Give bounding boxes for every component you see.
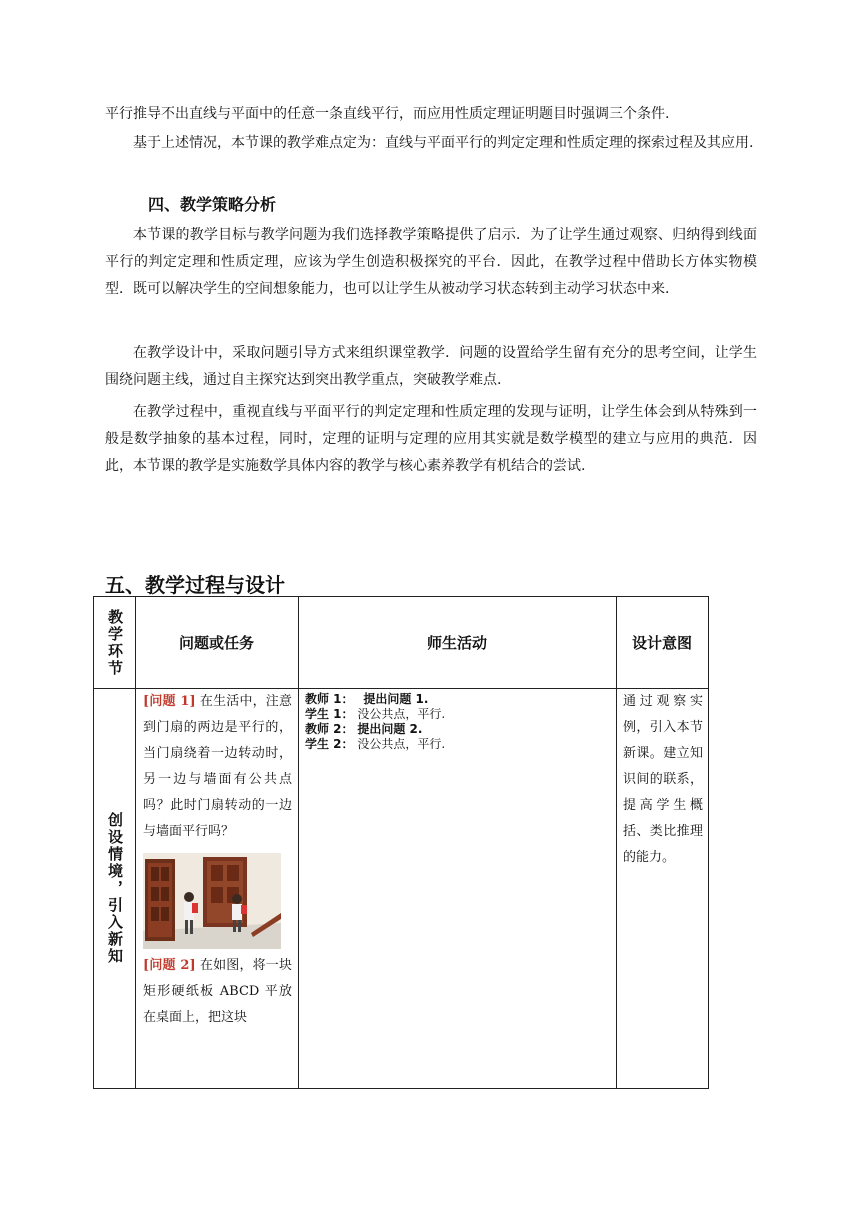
paragraph-4: 在教学设计中，采取问题引导方式来组织课堂教学．问题的设置给学生留有充分的思考空间，让学生围绕问题主线，通过自主探究达到突出教学重点，突破教学难点. (105, 345, 757, 388)
header-question: 问题或任务 (178, 634, 254, 652)
question-1 (143, 689, 292, 845)
stage-label: 创设情境，引入新知 (106, 811, 124, 965)
activity-text-1: 提出问题 1. (363, 692, 429, 706)
question-cell (143, 689, 292, 1087)
activity-text-4: 没公共点，平行. (357, 737, 446, 751)
question-2-tag: [问题 2] (143, 958, 196, 973)
header-activity: 师生活动 (426, 634, 487, 652)
activity-role-4: 学生 2： (305, 737, 354, 751)
activity-role-1: 教师 1： (305, 692, 354, 706)
stage-cell (94, 688, 135, 1088)
paragraph-1: 平行推导不出直线与平面中的任意一条直线平行，而应用性质定理证明题目时强调三个条件. (105, 106, 670, 122)
intent-text: 通过观察实例，引入本节新课。建立知识间的联系，提高学生概括、类比推理的能力。 (623, 694, 703, 865)
question-1-text: 在生活中，注意到门扇的两边是平行的，当门扇绕着一边转动时，另一边与墙面有公共点吗？此时门扇转动的一边与墙面平行吗？ (143, 694, 292, 839)
question-1-tag: [问题 1] (143, 694, 196, 709)
activity-text-2: 没公共点，平行. (357, 707, 446, 721)
paragraph-2: 基于上述情况，本节课的教学难点定为：直线与平面平行的判定定理和性质定理的探索过程及其应用. (133, 135, 754, 151)
activity-cell (305, 692, 610, 752)
door-students-image (143, 853, 281, 949)
activity-line-1 (305, 692, 610, 707)
section-heading-5: 五、教学过程与设计 (105, 573, 285, 597)
activity-line-2 (305, 707, 610, 722)
header-stage: 教学环节 (106, 608, 124, 677)
activity-text-3: 提出问题 2. (357, 722, 423, 736)
question-2 (143, 953, 292, 1031)
teaching-process-table (93, 596, 709, 1089)
header-intent: 设计意图 (631, 634, 692, 652)
activity-line-3 (305, 722, 610, 737)
activity-line-4 (305, 737, 610, 752)
section-heading-4: 四、教学策略分析 (148, 195, 277, 214)
header-stage-cell (94, 597, 135, 688)
paragraph-5: 在教学过程中，重视直线与平面平行的判定定理和性质定理的发现与证明，让学生体会到从特殊到一般是数学抽象的基本过程，同时，定理的证明与定理的应用其实就是数学模型的建立与应用的典范．因此，本节课的教学是实施数学具体内容的教学与核心素养教学有机结合的尝试. (105, 404, 757, 474)
question-2-text: 在如图，将一块矩形硬纸板 ABCD 平放在桌面上，把这块 (143, 958, 292, 1025)
door-illustration (143, 853, 281, 949)
activity-role-2: 学生 1： (305, 707, 354, 721)
intent-cell (623, 689, 703, 871)
paragraph-3: 本节课的教学目标与教学问题为我们选择教学策略提供了启示．为了让学生通过观察、归纳得到线面平行的判定定理和性质定理，应该为学生创造积极探究的平台．因此，在教学过程中借助长方体实物模型．既可以解决学生的空间想象能力，也可以让学生从被动学习状态转到主动学习状态中来. (105, 227, 757, 297)
activity-role-3: 教师 2： (305, 722, 354, 736)
